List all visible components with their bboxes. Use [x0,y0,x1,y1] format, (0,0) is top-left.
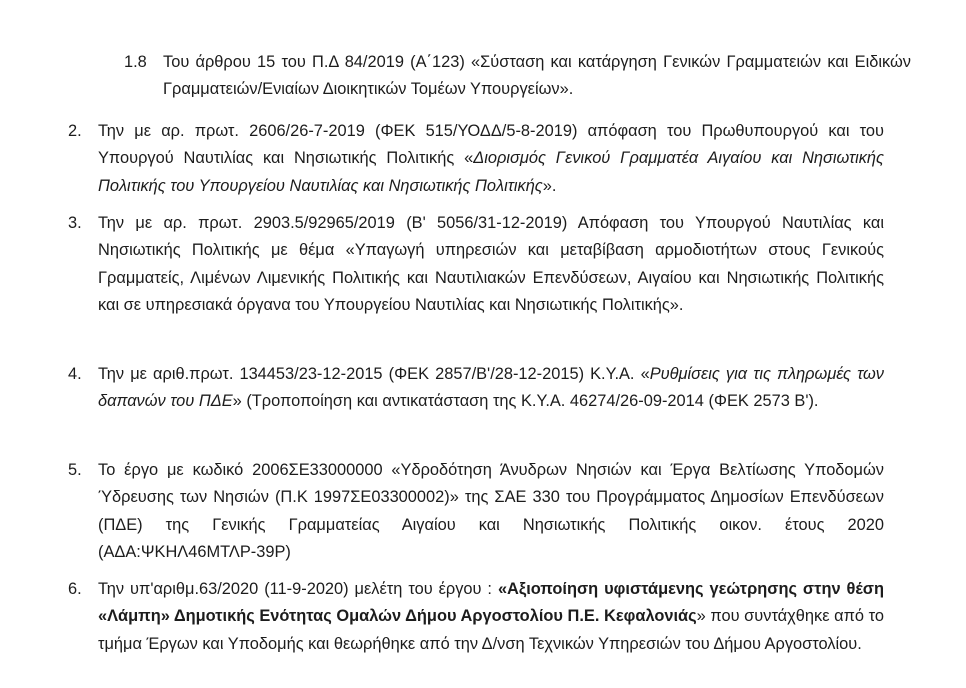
item-text [98,210,884,319]
item-number: 1.8 [124,53,147,71]
item-text-part: Την με αρ. πρωτ. 2606/26-7-2019 (ΦΕΚ 515/ΥΟΔΔ/5-8-2019) απόφαση του Πρωθυπουργού και του Υπουργού Ναυτιλίας και Νησιωτικής Πολιτικής « [98,122,884,168]
item-text [98,576,884,658]
item-text [98,361,884,416]
item-text-bold: «Αξιοποίηση υφιστάμενης γεώτρησης στην θέση «Λάμπη» Δημοτικής Ενότητας Ομαλών Δήμου Αργοστολίου Π.Ε. Κεφαλονιάς [98,580,884,626]
item-text-italic: Ρυθμίσεις για τις πληρωμές των δαπανών του ΠΔΕ [98,365,884,411]
item-number: 2. [68,122,82,140]
item-text-italic: Διορισμός Γενικού Γραμματέα Αιγαίου και Νησιωτικής Πολιτικής του Υπουργείου Ναυτιλίας και Νησιωτικής Πολιτικής [98,149,884,195]
item-text-part: ». [542,176,557,195]
item-text-part: Την υπ'αριθμ.63/2020 (11-9-2020) μελέτη του έργου : [98,580,498,598]
item-text-part: » που συντάχθηκε από το τμήμα Έργων και Υποδομής και θεωρήθηκε από την Δ/νση Τεχνικών Υπηρεσιών του Δήμου Αργοστολίου. [98,607,884,653]
item-text [98,457,884,566]
item-text-part: Την με αριθ.πρωτ. 134453/23-12-2015 (ΦΕΚ 2857/Β'/28-12-2015) Κ.Υ.Α. « [98,365,650,383]
item-number: 3. [68,214,82,232]
item-number: 4. [68,365,82,383]
item-text [98,118,884,200]
item-text [163,49,911,104]
item-text-part: Το έργο με κωδικό 2006ΣΕ33000000 «Υδροδότηση Άνυδρων Νησιών και Έργα Βελτίωσης Υποδομών Ύδρευσης των Νησιών (Π.Κ 1997ΣΕ03300002)» της ΣΑΕ 330 του Προγράμματος Δημοσίων Επενδύσεων (ΠΔΕ) της Γενικής Γραμματείας Αιγαίου και Νησιωτικής Πολιτικής οικον. έτους 2020 (ΑΔΑ:ΨΚΗΛ46ΜΤΛΡ-39Ρ) [98,461,884,561]
item-number: 5. [68,461,82,479]
item-number: 6. [68,580,82,598]
item-text-part: Του άρθρου 15 του Π.Δ 84/2019 (Α΄123) «Σύσταση και κατάργηση Γενικών Γραμματειών και Ειδικών Γραμματειών/Ενιαίων Διοικητικών Τομέων Υπουργείων». [163,53,911,99]
item-text-part: » (Τροποποίηση και αντικατάσταση της Κ.Υ.Α. 46274/26-09-2014 (ΦΕΚ 2573 Β'). [232,392,819,411]
item-text-part: Την με αρ. πρωτ. 2903.5/92965/2019 (Β' 5056/31-12-2019) Απόφαση του Υπουργού Ναυτιλίας και Νησιωτικής Πολιτικής με θέμα «Υπαγωγή υπηρεσιών και μεταβίβαση αρμοδιοτήτων στους Γενικούς Γραμματείς, Λιμένων Λιμενικής Πολιτικής και Ναυτιλιακών Επενδύσεων, Αιγαίου και Νησιωτικής Πολιτικής και σε υπηρεσιακά όργανα του Υπουργείου Ναυτιλίας και Νησιωτικής Πολιτικής». [98,214,884,314]
